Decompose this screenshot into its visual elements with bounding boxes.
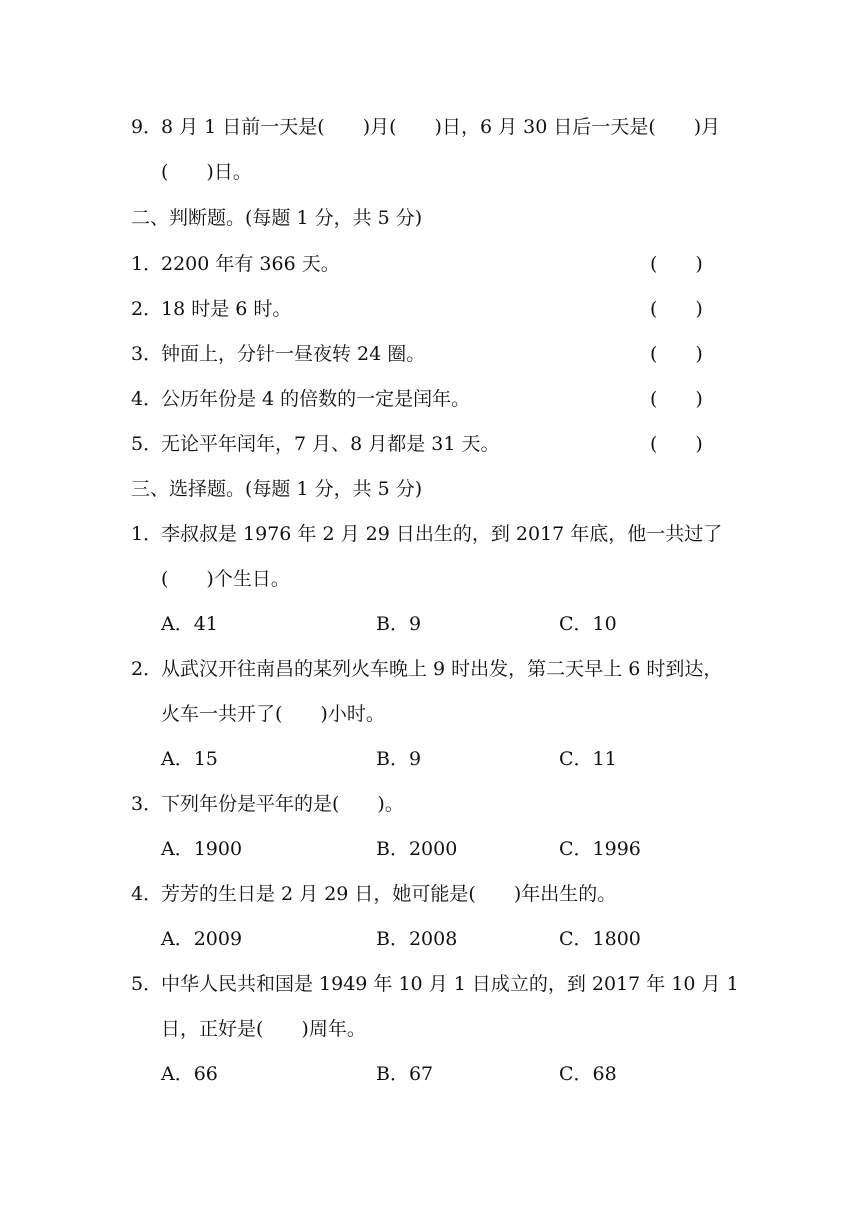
choice-item-text-line1: 下列年份是平年的是( )。	[161, 793, 404, 815]
answer-blank: ( )	[650, 253, 703, 275]
choice-item-text-line1: 中华人民共和国是 1949 年 10 月 1 日成立的，到 2017 年 10 月 1	[161, 973, 739, 995]
judge-item-number: 4．	[131, 388, 163, 410]
option-c: C．11	[559, 748, 617, 770]
judge-item-number: 5．	[131, 433, 163, 455]
question-9-number: 9．	[131, 116, 163, 138]
choice-item-text-line1: 从武汉开往南昌的某列火车晚上 9 时出发，第二天早上 6 时到达，	[161, 658, 723, 680]
option-a: A．1900	[161, 838, 243, 860]
option-a: A．2009	[161, 928, 243, 950]
answer-blank: ( )	[650, 388, 703, 410]
answer-blank: ( )	[650, 433, 703, 455]
judge-item-text: 钟面上，分针一昼夜转 24 圈。	[161, 343, 426, 365]
choice-item-number: 4．	[131, 883, 163, 905]
answer-blank: ( )	[650, 298, 703, 320]
judge-item-number: 3．	[131, 343, 163, 365]
choice-item-number: 2．	[131, 658, 163, 680]
judge-item-text: 公历年份是 4 的倍数的一定是闰年。	[161, 388, 471, 410]
choice-item-number: 3．	[131, 793, 163, 815]
choice-item-text-line2: ( )个生日。	[161, 568, 290, 590]
option-c: C．10	[559, 613, 617, 635]
judge-item-text: 2200 年有 366 天。	[161, 253, 340, 275]
judge-item-number: 2．	[131, 298, 163, 320]
option-b: B．2008	[376, 928, 458, 950]
choice-item-number: 5．	[131, 973, 163, 995]
choice-item-number: 1．	[131, 523, 163, 545]
judge-item-text: 18 时是 6 时。	[161, 298, 292, 320]
choice-item-text-line1: 李叔叔是 1976 年 2 月 29 日出生的，到 2017 年底，他一共过了	[161, 523, 723, 545]
option-b: B．9	[376, 613, 422, 635]
question-9-text-line1: 8 月 1 日前一天是( )月( )日，6 月 30 日后一天是( )月	[161, 116, 721, 138]
judge-item-text: 无论平年闰年，7 月、8 月都是 31 天。	[161, 433, 500, 455]
option-c: C．68	[559, 1063, 617, 1085]
choice-item-text-line2: 火车一共开了( )小时。	[161, 703, 385, 725]
section-3-heading: 三、选择题。(每题 1 分，共 5 分)	[131, 478, 423, 500]
option-a: A．66	[161, 1063, 218, 1085]
option-b: B．2000	[376, 838, 458, 860]
choice-item-text-line2: 日，正好是( )周年。	[161, 1018, 366, 1040]
option-b: B．67	[376, 1063, 434, 1085]
option-b: B．9	[376, 748, 422, 770]
option-c: C．1996	[559, 838, 641, 860]
option-a: A．41	[161, 613, 218, 635]
question-9-text-line2: ( )日。	[161, 161, 252, 183]
option-c: C．1800	[559, 928, 641, 950]
option-a: A．15	[161, 748, 218, 770]
choice-item-text-line1: 芳芳的生日是 2 月 29 日，她可能是( )年出生的。	[161, 883, 617, 905]
section-2-heading: 二、判断题。(每题 1 分，共 5 分)	[131, 207, 423, 229]
answer-blank: ( )	[650, 343, 703, 365]
judge-item-number: 1．	[131, 253, 163, 275]
